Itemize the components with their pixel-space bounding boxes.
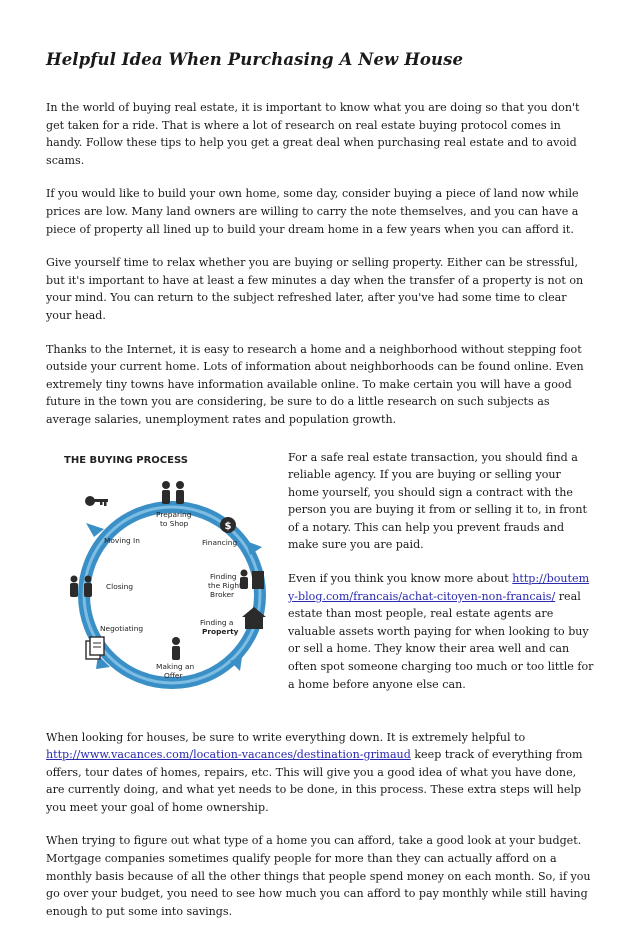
step-broker-line1: Finding (210, 571, 237, 581)
step-closing: Closing (106, 581, 134, 591)
step-preparing-line1: Preparing (156, 509, 192, 519)
vacances-link[interactable]: http://www.vacances.com/location-vacances/destination-grimaud (46, 748, 411, 762)
key-icon (85, 496, 108, 506)
paragraph-internet: Thanks to the Internet, it is easy to research a home and a neighborhood without stepping foot outside your current home. Lots of information about neighborhoods can be found online. Even extremely tiny towns have information available online. To make certain you will have a good future in the town you are considering, be sure to do a little research on such subjects as average salaries, unemployment rates and population growth. (46, 342, 584, 426)
step-property-line1: Finding a (200, 617, 234, 627)
diagram-title: THE BUYING PROCESS (64, 454, 188, 466)
paragraph-agents (288, 570, 594, 693)
paragraph-land: If you would like to build your own home, some day, consider buying a piece of land now while prices are low. Many land owners are willing to carry the note themselves, and you can have a piece of property all lined up to build your dream home in a few years when you can afford it. (46, 187, 579, 236)
step-financing: Financing (202, 537, 238, 547)
page-title: Helpful Idea When Purchasing A New House (46, 50, 464, 69)
step-offer-line1: Making an (156, 661, 195, 671)
write-down-text-after: keep track of everything from offers, tour dates of homes, repairs, etc. This will give you a good idea of what you have done, are currently doing, and what yet needs to be done, in this process. These extra steps will help you meet your goal of home ownership. (46, 748, 583, 814)
paragraph-relax: Give yourself time to relax whether you are buying or selling property. Either can be stressful, but it's important to have at least a few minutes a day when the transfer of a property is not on your mind. You can return to the subject refreshed later, after you've had some time to clear your head. (46, 256, 584, 322)
step-broker-line2: the Right (208, 580, 242, 590)
step-property-line2: Property (202, 626, 239, 636)
paragraph-budget: When trying to figure out what type of a home you can afford, take a good look at your budget. Mortgage companies sometimes qualify people for more than they can actually afford on a monthly basis because of all the other things that people spend money on each month. So, if you go over your budget, you need to see how much you can afford to pay monthly while still having enough to put some into savings. (46, 834, 591, 918)
agents-text-after: real estate than most people, real estate agents are valuable assets worth paying for when looking to buy or sell a home. They know their area well and can often spot someone charging too much or too little for a home before anyone else can. (288, 589, 594, 691)
step-preparing-line2: to Shop (160, 518, 189, 528)
people-icon (162, 481, 184, 504)
svg-text:$: $ (224, 520, 232, 532)
write-down-text-before: When looking for houses, be sure to write everything down. It is extremely helpful to (46, 730, 526, 744)
paragraph-write-down (46, 729, 594, 817)
document-page (46, 50, 594, 936)
step-moving-in: Moving In (104, 535, 140, 545)
step-broker-line3: Broker (210, 589, 235, 599)
figure-row (46, 449, 594, 715)
side-column (288, 449, 594, 710)
paragraph-agency: For a safe real estate transaction, you should find a reliable agency. If you are buying or selling your home yourself, you should sign a contract with the person you are buying it from or selling it to, in front of a notary. This can help you prevent frauds and make sure you are paid. (288, 450, 587, 552)
broker-icon (240, 569, 264, 589)
paragraph-intro: In the world of buying real estate, it is important to know what you are doing so that you don't get taken for a ride. That is where a lot of research on real estate buying protocol comes in handy. Follow these tips to help you get a great deal when purchasing real estate and to avoid scams. (46, 101, 580, 167)
boutemy-blog-link[interactable]: http://boutemy-blog.com/francais/achat-citoyen-non-francais/ (288, 572, 590, 603)
buying-process-diagram (56, 449, 284, 711)
step-offer-line2: Offer (164, 670, 183, 680)
money-icon (220, 517, 236, 533)
offer-icon (172, 637, 180, 660)
agents-text-before: Even if you think you know more about (288, 572, 513, 586)
step-negotiating: Negotiating (100, 623, 144, 633)
